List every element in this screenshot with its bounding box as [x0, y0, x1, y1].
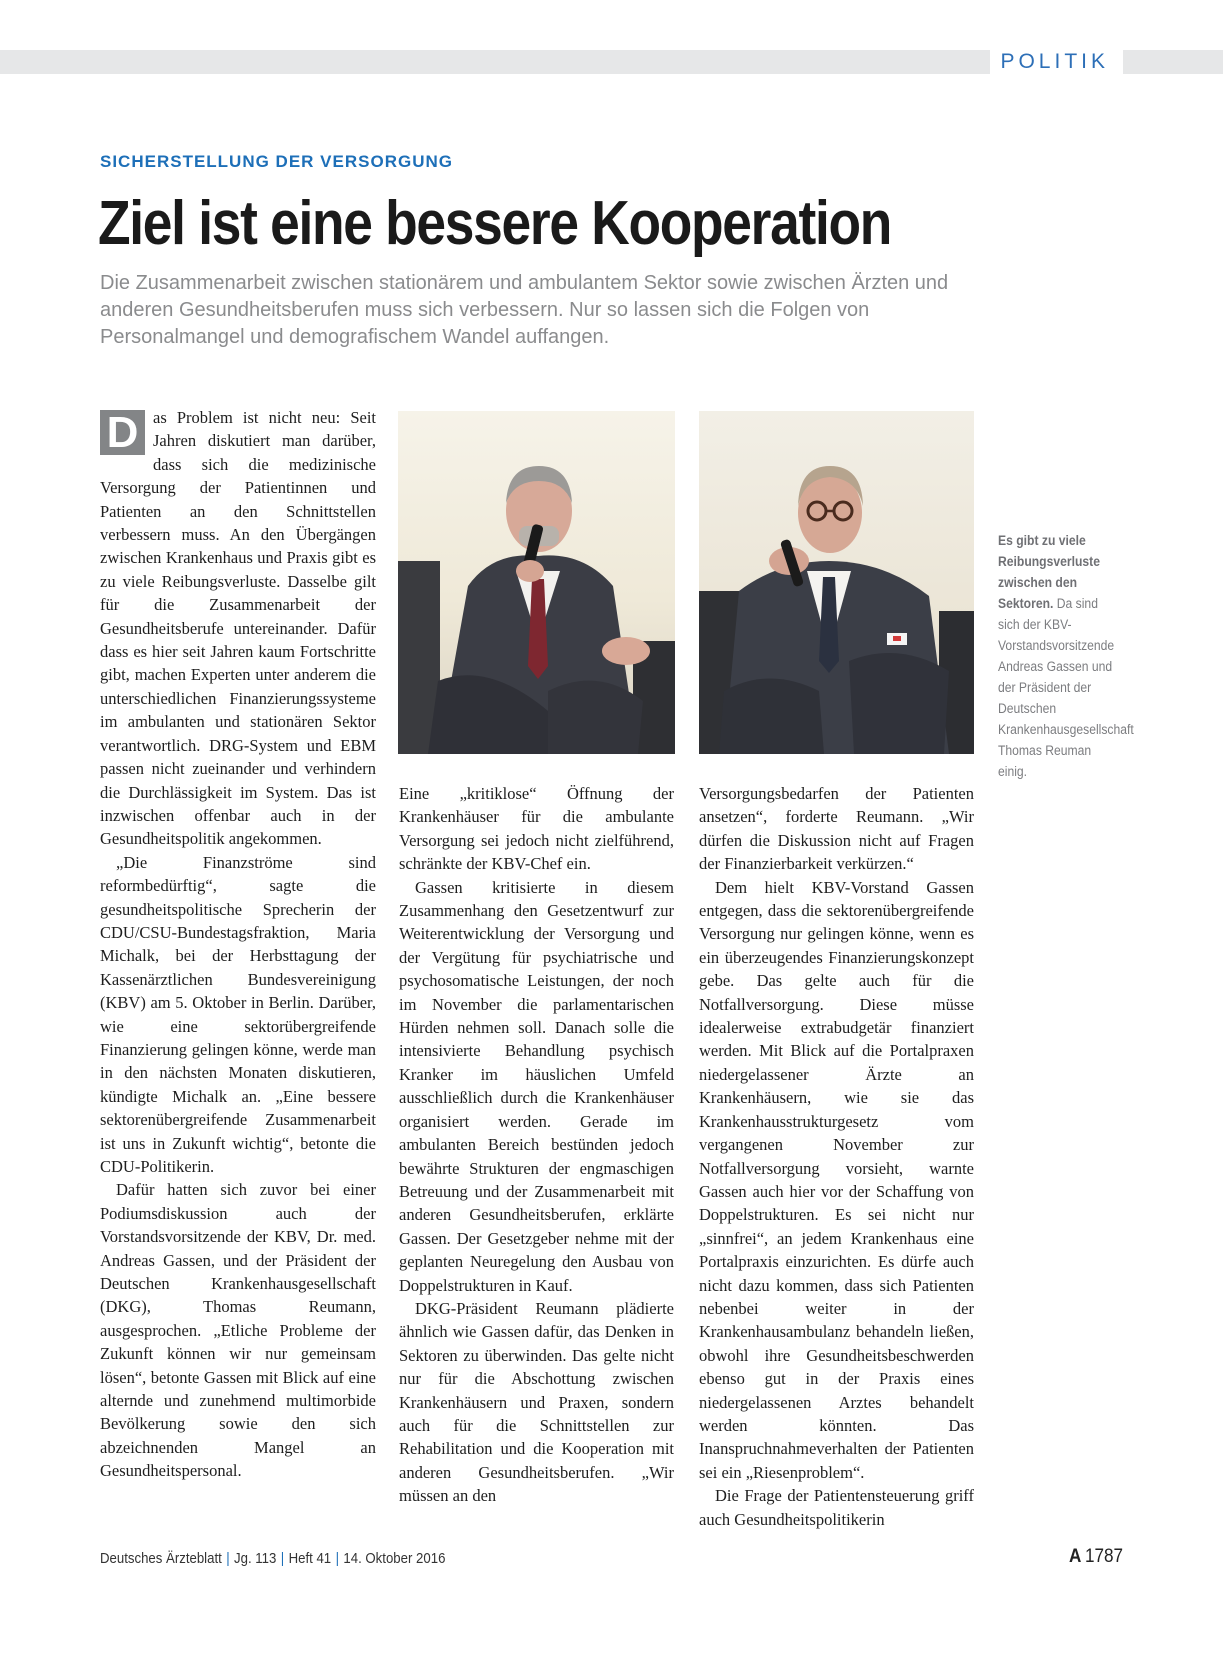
issue: Heft 41 — [288, 1550, 332, 1567]
paragraph: Eine „kritiklose“ Öffnung der Krankenhäuser für die ambulante Versorgung sei jedoch nicht zielführend, schränkte der KBV-Chef ein. — [399, 784, 674, 874]
separator: | — [226, 1550, 230, 1567]
article-column-3 — [699, 782, 974, 1531]
page-number-value: 1787 — [1084, 1546, 1123, 1567]
paragraph: Versorgungsbedarfen der Patienten ansetzen“, forderte Reumann. „Wir dürfen die Diskussion nicht auf Fragen der Finanzierbarkeit verkürzen.“ — [699, 784, 974, 874]
page-number — [1069, 1546, 1123, 1568]
paragraph-text: as Problem ist nicht neu: Seit Jahren diskutiert man darüber, dass sich die medizinische Versorgung der Patientinnen und Patienten an den Schnittstellen verbessern muss. An den Übergängen zwischen Krankenhaus und Praxis gibt es zu viele Reibungsverluste. Dasselbe gilt für die Zusammenarbeit der Gesundheitsberufe untereinander. Dafür dass es hier seit Jahren kaum Fortschritte gibt, machen Experten unter anderem die unterschiedlichen Finanzierungssysteme im ambulanten und stationären Sektor verantwortlich. DRG-System und EBM passen nicht zueinander und verhindern die Durchlässigkeit im System. Das ist inzwischen offenbar auch in der Gesundheitspolitik angekommen. — [100, 408, 376, 849]
separator: | — [280, 1550, 285, 1567]
footer-citation — [100, 1550, 445, 1567]
paragraph: „Die Finanzströme sind reformbedürftig“, sagte die gesundheitspolitische Sprecherin der CDU/CSU-Bundestagsfraktion, Maria Michalk, bei der Herbsttagung der Kassenärztlichen Bundesvereinigung (KBV) am 5. Oktober in Berlin. Darüber, wie eine sektorübergreifende Finanzierung gelingen könne, werde man in den nächsten Monaten diskutieren, kündigte Michalk an. „Eine bessere sektorenübergreifende Zusammenarbeit ist uns in Zukunft wichtig“, betonte die CDU-Politikerin. — [100, 852, 376, 1176]
paragraph: Gassen kritisierte in diesem Zusammenhang den Gesetzentwurf zur Weiterentwicklung der Versorgung und der Vergütung für psychiatrische und psychosomatische Leistungen, der noch im November die parlamentarischen Hürden nehmen soll. Danach solle die intensivierte Behandlung psychisch Kranker im häuslichen Umfeld ausschließlich durch die Krankenhäuser organisiert werden. Gerade im ambulanten Bereich bestünden jedoch bewährte Strukturen der engmaschigen Betreuung und der Zusammenarbeit mit anderen Gesundheitsberufen, erklärte Gassen. Der Gesetzgeber nehme mit der geplanten Neuregelung den Ausbau von Doppelstrukturen in Kauf. — [399, 877, 674, 1295]
page-prefix: A — [1068, 1546, 1082, 1567]
caption-bold: Es gibt zu viele Reibungsverluste zwischen den Sektoren. — [998, 533, 1100, 611]
caption-text: Da sind sich der KBV-Vorstandsvorsitzende Andreas Gassen und der Präsident der Deutschen Krankenhausgesellschaft Thomas Reuman einig. — [998, 596, 1134, 779]
paragraph: Die Frage der Patientensteuerung griff auch Gesundheitspolitikerin — [699, 1486, 974, 1529]
article-lead: Die Zusammenarbeit zwischen stationärem und ambulantem Sektor sowie zwischen Ärzten und anderen Gesundheitsberufen muss sich verbessern. Nur so lassen sich die Folgen von Personalmangel und demografischem Wandel auffangen. — [100, 272, 949, 348]
photo-caption — [998, 530, 1134, 782]
drop-cap: D — [100, 410, 145, 455]
separator: | — [335, 1550, 340, 1567]
paragraph: Dafür hatten sich zuvor bei einer Podiumsdiskussion auch der Vorstandsvorsitzende der KBV, Dr. med. Andreas Gassen, und der Präsident der Deutschen Krankenhausgesellschaft (DKG), Thomas Reumann, ausgesprochen. „Etliche Probleme der Zukunft können wir nur gemeinsam lösen“, betonte Gassen mit Blick auf eine alternde und zunehmend multimorbide Bevölkerung sowie den sich abzeichnenden Mangel an Gesundheitspersonal. — [100, 1180, 376, 1481]
article-column-2 — [399, 782, 674, 1508]
paragraph: DKG-Präsident Reumann plädierte ähnlich wie Gassen dafür, das Denken in Sektoren zu überwinden. Das gelte nicht nur für die Abschottung zwischen Krankenhäusern und Praxen, sondern auch für die Schnittstellen zur Rehabilitation und die Kooperation mit anderen Gesundheitsberufen. „Wir müssen an den — [399, 1298, 674, 1506]
paragraph — [100, 406, 376, 851]
section-label: POLITIK — [990, 48, 1123, 76]
article-column-1 — [100, 406, 376, 1483]
issue-date: 14. Oktober 2016 — [343, 1550, 446, 1567]
volume: Jg. 113 — [234, 1550, 277, 1567]
article-title: Ziel ist eine bessere Kooperation — [98, 189, 892, 258]
photo-andreas-gassen — [398, 411, 675, 754]
journal-name: Deutsches Ärzteblatt — [100, 1550, 222, 1567]
paragraph: Dem hielt KBV-Vorstand Gassen entgegen, dass die sektorenübergreifende Versorgung nur gelingen könne, wenn es ein überzeugendes Finanzierungskonzept gebe. Das gelte auch für die Notfallversorgung. Diese müsse idealerweise extrabudgetär finanziert werden. Mit Blick auf die Portalpraxen niedergelassener Ärzte an Krankenhäusern, wie sie das Krankenhausstrukturgesetz vom vergangenen November zur Notfallversorgung vorsieht, warnte Gassen auch hier vor der Schaffung von Doppelstrukturen. Es sei nicht nur „sinnfrei“, an jedem Krankenhaus eine Portalpraxis einzurichten. Es dürfe auch nicht dazu kommen, dass sich Patienten nebenbei weiter in der Krankenhausambulanz behandeln ließen, obwohl ihre Gesundheitsbeschwerden ebenso gut in der Praxis eines niedergelassenen Arztes behandelt werden könnten. Das Inanspruchnahmeverhalten der Patienten sei ein „Riesenproblem“. — [699, 877, 974, 1482]
photo-thomas-reumann — [699, 411, 974, 754]
photo-reumann-image — [699, 411, 974, 754]
photo-gassen-image — [398, 411, 675, 754]
article-kicker: SICHERSTELLUNG DER VERSORGUNG — [100, 152, 453, 171]
